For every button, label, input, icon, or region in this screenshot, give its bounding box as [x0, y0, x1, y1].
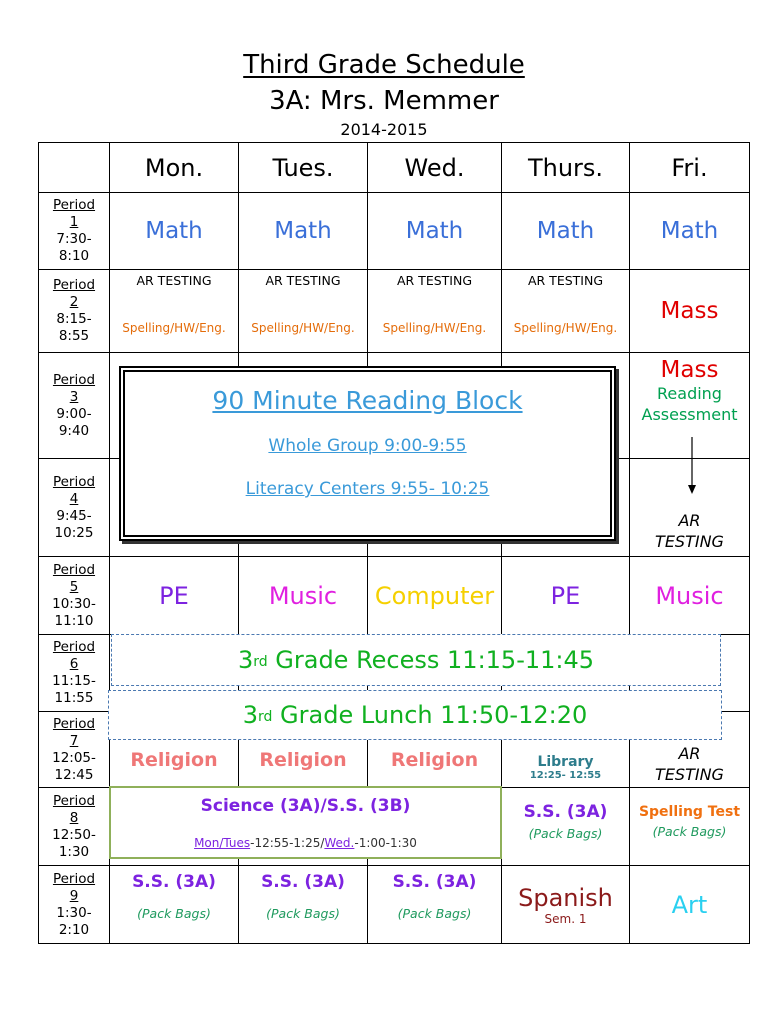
p1-tue: Math: [239, 193, 368, 270]
day-header-thu: Thurs.: [502, 143, 630, 193]
science-box: [109, 786, 502, 859]
corner-cell: [39, 143, 110, 193]
p2-fri: Mass: [630, 270, 750, 353]
p9-mon: S.S. (3A) (Pack Bags): [110, 866, 239, 944]
p3-fri: Mass Reading Assessment: [630, 353, 750, 459]
period-label-6: Period 6 11:15- 11:55: [39, 635, 110, 712]
page-title: Third Grade Schedule: [243, 50, 525, 80]
p5-tue: Music: [239, 557, 368, 635]
reading-block-title: 90 Minute Reading Block: [212, 386, 523, 415]
p1-wed: Math: [368, 193, 502, 270]
p9-fri: Art: [630, 866, 750, 944]
p8-fri: Spelling Test (Pack Bags): [630, 788, 750, 866]
day-header-row: [39, 143, 750, 193]
p7-fri: AR TESTING: [630, 712, 750, 788]
school-year: 2014-2015: [340, 120, 428, 139]
p7-tue: Religion: [239, 712, 368, 788]
p9-tue: S.S. (3A) (Pack Bags): [239, 866, 368, 944]
reading-whole-group: Whole Group 9:00-9:55: [268, 436, 467, 456]
p7-thu: Library 12:25- 12:55: [502, 712, 630, 788]
p2-tue: AR TESTING Spelling/HW/Eng.: [239, 270, 368, 353]
p8-thu: S.S. (3A) (Pack Bags): [502, 788, 630, 866]
p5-wed: Computer: [368, 557, 502, 635]
p5-fri: Music: [630, 557, 750, 635]
period-label-5: Period 5 10:30- 11:10: [39, 557, 110, 635]
teacher-name: 3A: Mrs. Memmer: [269, 86, 499, 116]
day-header-mon: Mon.: [110, 143, 239, 193]
period-label-2: Period 2 8:15- 8:55: [39, 270, 110, 353]
science-times: Mon/Tues-12:55-1:25/Wed.-1:00-1:30: [194, 836, 417, 850]
p1-fri: Math: [630, 193, 750, 270]
reading-literacy-centers: Literacy Centers 9:55- 10:25: [245, 479, 490, 499]
p4-fri: AR TESTING: [630, 459, 750, 557]
p1-mon: Math: [110, 193, 239, 270]
p2-mon: AR TESTING Spelling/HW/Eng.: [110, 270, 239, 353]
p7-wed: Religion: [368, 712, 502, 788]
p2-wed: AR TESTING Spelling/HW/Eng.: [368, 270, 502, 353]
recess-banner: 3 $^{rd}$ Grade Recess 11:15-11:45: [111, 634, 721, 686]
p5-mon: PE: [110, 557, 239, 635]
reading-block-box: [119, 366, 616, 541]
period-row-9: [39, 866, 750, 944]
period-label-7: Period 7 12:05- 12:45: [39, 712, 110, 788]
period-label-3: Period 3 9:00- 9:40: [39, 353, 110, 459]
period-label-9: Period 9 1:30- 2:10: [39, 866, 110, 944]
science-title: Science (3A)/S.S. (3B): [200, 796, 411, 816]
period-row-2: [39, 270, 750, 353]
p9-thu: Spanish Sem. 1: [502, 866, 630, 944]
p1-thu: Math: [502, 193, 630, 270]
period-label-1: Period 1 7:30- 8:10: [39, 193, 110, 270]
down-arrow-icon: [686, 437, 698, 495]
period-label-8: Period 8 12:50- 1:30: [39, 788, 110, 866]
lunch-banner: 3 $^{rd}$ Grade Lunch 11:50-12:20: [108, 690, 722, 740]
p5-thu: PE: [502, 557, 630, 635]
p2-thu: AR TESTING Spelling/HW/Eng.: [502, 270, 630, 353]
day-header-wed: Wed.: [368, 143, 502, 193]
day-header-fri: Fri.: [630, 143, 750, 193]
period-row-5: [39, 557, 750, 635]
p9-wed: S.S. (3A) (Pack Bags): [368, 866, 502, 944]
period-label-4: Period 4 9:45- 10:25: [39, 459, 110, 557]
day-header-tue: Tues.: [239, 143, 368, 193]
p7-mon: Religion: [110, 712, 239, 788]
period-row-1: [39, 193, 750, 270]
